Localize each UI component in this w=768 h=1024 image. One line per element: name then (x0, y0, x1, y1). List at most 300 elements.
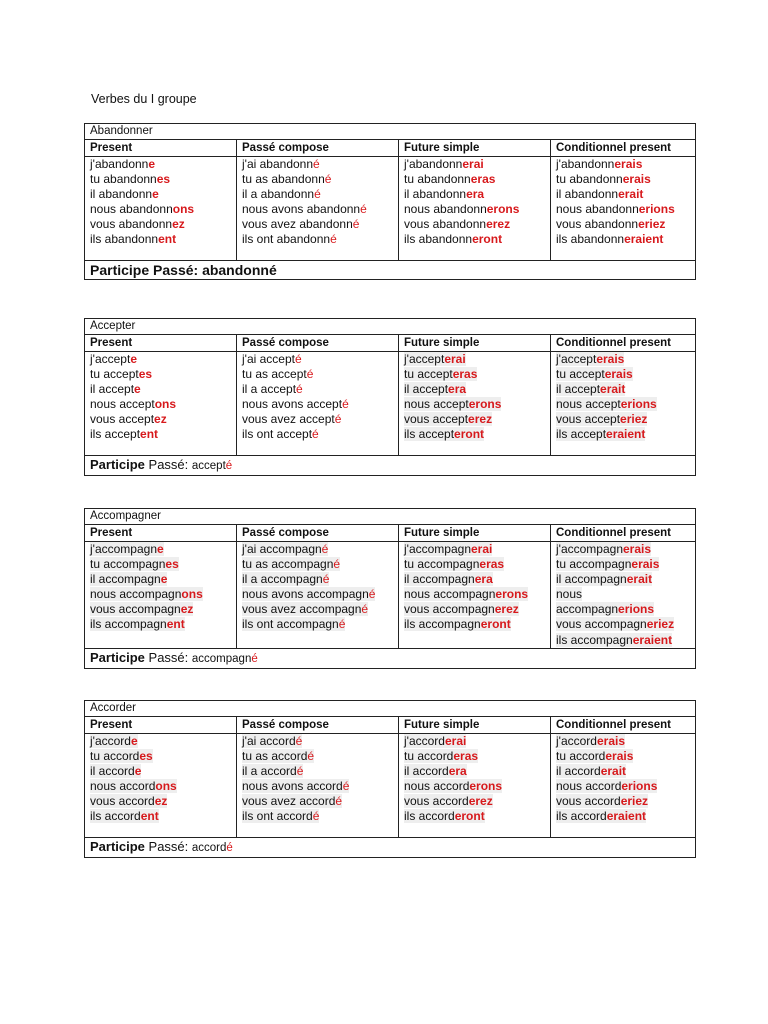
conjugation-line (90, 542, 236, 557)
conjugation-stem: tu as accept (242, 367, 307, 382)
conjugation-line (556, 217, 695, 232)
conjugation-ending: é (312, 427, 319, 442)
conjugation-stem: il abandonn (90, 187, 153, 202)
conjugation-ending: é (322, 572, 330, 587)
conjugation-line (404, 557, 550, 572)
conjugation-line (242, 367, 398, 382)
conjugation-line (404, 172, 550, 187)
conjugation-line (404, 217, 550, 232)
col-header-present: Present (85, 140, 237, 157)
conjugation-line (556, 232, 695, 247)
conjugation-stem: ils accompagn (90, 617, 167, 632)
conjugation-stem: j'accept (404, 352, 445, 366)
conjugation-line (404, 187, 550, 202)
conjugation-stem: vous abandonn (556, 217, 639, 232)
conjugation-line (242, 412, 398, 427)
conjugation-stem: tu accompagn (404, 557, 480, 572)
conjugation-stem: il accept (404, 382, 449, 397)
col-header-passe-compose: Passé compose (237, 717, 399, 734)
col-header-conditionnel-present: Conditionnel present (551, 525, 696, 542)
conjugation-ending: é (330, 232, 337, 247)
verb-table-abandonner (84, 123, 696, 280)
conjugation-stem: il accord (404, 764, 449, 779)
conjugation-stem: nous avons accord (242, 779, 343, 794)
conjugation-ending: e (130, 734, 138, 748)
conjugation-ending: erait (626, 572, 653, 587)
conjugation-ending: eraient (624, 232, 664, 247)
conjugation-ending: era (448, 764, 467, 779)
conjugation-line (242, 202, 398, 217)
conjugation-stem: j'ai abandonn (242, 157, 314, 171)
conjugation-line (404, 779, 550, 794)
conjugation-stem: j'abandonn (90, 157, 149, 171)
verb-table-accepter (84, 318, 696, 476)
conjugation-line (556, 352, 695, 367)
conjugation-line (556, 764, 695, 779)
conjugation-line (556, 412, 695, 427)
conjugation-line (90, 764, 236, 779)
conjugation-ending: es (165, 557, 179, 572)
conjugation-ending: erons (486, 202, 520, 217)
conjugation-ending: erai (444, 352, 466, 366)
conjugation-ending: é (335, 794, 343, 809)
conditionnel-cell (551, 542, 696, 649)
conjugation-ending: es (138, 367, 153, 382)
conjugation-stem: tu accept (404, 367, 453, 382)
conjugation-line (556, 633, 695, 648)
conjugation-line (404, 352, 550, 367)
conjugation-line (404, 734, 550, 749)
conjugation-line (556, 172, 695, 187)
conjugation-ending: é (361, 602, 369, 617)
conjugation-ending: erez (468, 412, 493, 427)
conjugation-line (556, 557, 695, 572)
conjugation-stem: vous accept (90, 412, 155, 427)
present-cell (85, 734, 237, 838)
conjugation-stem: vous avez accord (242, 794, 336, 809)
participe-label-bold: Participe (90, 649, 145, 665)
col-header-present: Present (85, 335, 237, 352)
conjugation-stem: nous abandonn (556, 202, 639, 217)
conjugation-stem: nous avons accompagn (242, 587, 369, 602)
participe-stem: accord (191, 842, 227, 854)
conjugation-line (404, 412, 550, 427)
conjugation-ending: ent (166, 617, 185, 632)
conjugation-stem: il a abandonn (242, 187, 315, 202)
col-header-conditionnel-present: Conditionnel present (551, 717, 696, 734)
conjugation-ending: erons (495, 587, 529, 602)
conjugation-ending: erez (468, 794, 493, 809)
conjugation-ending: erai (462, 157, 484, 171)
conjugation-stem: vous accord (404, 794, 469, 809)
conjugation-stem: il a accompagn (242, 572, 323, 587)
conjugation-ending: erais (605, 749, 634, 764)
conjugation-stem: nous abandonn (404, 202, 487, 217)
conjugation-ending: ons (154, 397, 177, 412)
conjugation-line (556, 187, 695, 202)
passe-compose-cell (237, 542, 399, 649)
conjugation-ending: e (134, 382, 141, 397)
conjugation-stem: ils accompagn (404, 617, 481, 632)
conjugation-line (90, 779, 236, 794)
participe-passe (85, 261, 696, 280)
participe-label-bold: Participe (90, 839, 145, 854)
conjugation-ending: eront (472, 232, 503, 247)
conjugation-stem: vous accept (556, 412, 621, 427)
conjugation-ending: es (156, 172, 171, 187)
conjugation-line (242, 427, 398, 442)
conjugation-line (404, 617, 550, 632)
conjugation-stem: vous accord (556, 794, 621, 809)
future-simple-cell (399, 157, 551, 261)
participe-ending: é (225, 460, 233, 472)
conjugation-ending: é (307, 749, 315, 764)
conjugation-stem: vous accompagn (556, 617, 647, 632)
conjugation-stem: vous avez abandonn (242, 217, 353, 232)
conjugation-ending: erions (618, 602, 655, 617)
conjugation-line (556, 572, 695, 587)
future-simple-cell (399, 734, 551, 838)
conjugation-ending: ent (158, 232, 177, 247)
conjugation-stem: j'accord (556, 734, 597, 748)
conjugation-ending: eraient (632, 632, 673, 647)
conjugation-stem: tu accord (556, 749, 606, 764)
conjugation-line (90, 397, 236, 412)
conjugation-stem: ils accept (90, 427, 141, 442)
conjugation-stem: il abandonn (404, 187, 467, 202)
conjugation-line (242, 187, 398, 202)
conjugation-line (90, 602, 236, 617)
conjugation-ending: erait (618, 187, 644, 202)
conjugation-ending: es (139, 749, 153, 764)
conjugation-line (90, 572, 236, 587)
conjugation-stem: tu accompagn (90, 557, 166, 572)
conjugation-line (404, 602, 550, 617)
conjugation-ending: erai (444, 734, 467, 748)
conjugation-stem: vous avez accept (242, 412, 335, 427)
conjugation-line (556, 794, 695, 809)
participe-ending: é (226, 842, 233, 854)
present-cell (85, 352, 237, 456)
participe-stem: accept (191, 460, 226, 472)
conjugation-ending: é (338, 617, 346, 632)
conjugation-stem: j'abandonn (556, 157, 615, 171)
participe-label: Passé: (144, 649, 192, 665)
col-header-conditionnel-present: Conditionnel present (551, 335, 696, 352)
conjugation-line (242, 602, 398, 617)
conjugation-line (90, 617, 236, 632)
verb-table-accorder (84, 700, 696, 858)
conjugation-line (242, 232, 398, 247)
conjugation-ending: eraient (606, 427, 646, 442)
conjugation-line (242, 217, 398, 232)
conjugation-stem: tu accept (556, 367, 605, 382)
conditionnel-cell (551, 734, 696, 838)
col-header-passe-compose: Passé compose (237, 525, 399, 542)
passe-compose-cell (237, 352, 399, 456)
conjugation-stem: ils accompagn (556, 632, 633, 647)
conjugation-stem: nous accord (404, 779, 470, 794)
conjugation-stem: il accompagn (404, 572, 475, 587)
conjugation-line (90, 172, 236, 187)
participe-label: Passé: (144, 839, 192, 854)
conjugation-stem: il accept (90, 382, 135, 397)
conjugation-stem: ils accept (556, 427, 607, 442)
conjugation-line (556, 397, 695, 412)
conjugation-line (404, 202, 550, 217)
conjugation-ending: e (134, 764, 142, 779)
conjugation-ending: é (324, 172, 332, 187)
conjugation-line (242, 397, 398, 412)
conjugation-stem: ils ont accompagn (242, 617, 339, 632)
col-header-future-simple: Future simple (399, 525, 551, 542)
conjugation-ending: erais (614, 157, 643, 171)
conjugation-stem: il a accord (242, 764, 297, 779)
conjugation-stem: nous accept (404, 397, 469, 412)
verb-table-accompagner (84, 508, 696, 669)
conjugation-line (90, 749, 236, 764)
conjugation-line (242, 749, 398, 764)
conjugation-ending: erais (622, 172, 651, 187)
conjugation-stem: ils abandonn (404, 232, 473, 247)
conjugation-line (242, 779, 398, 794)
conjugation-stem: vous abandonn (90, 217, 173, 232)
conjugation-line (90, 367, 236, 382)
conjugation-stem: tu abandonn (556, 172, 623, 187)
conjugation-line (242, 734, 398, 749)
conjugation-ending: era (466, 187, 485, 202)
conjugation-line (90, 232, 236, 247)
future-simple-cell (399, 542, 551, 649)
conjugation-line (90, 587, 236, 602)
conjugation-stem: j'accompagn (404, 542, 471, 556)
conjugation-stem: j'ai accompagn (242, 542, 322, 556)
col-header-future-simple: Future simple (399, 140, 551, 157)
conjugation-line (242, 572, 398, 587)
conjugation-stem: j'accord (90, 734, 131, 748)
conjugation-stem: j'accord (404, 734, 445, 748)
conjugation-stem: il accord (90, 764, 135, 779)
conjugation-line (242, 382, 398, 397)
conjugation-stem: tu as abandonn (242, 172, 325, 187)
conjugation-stem: j'ai accept (242, 352, 295, 366)
conjugation-ending: é (321, 542, 329, 556)
conjugation-line (242, 172, 398, 187)
conjugation-ending: e (152, 187, 159, 202)
conjugation-stem: il accord (556, 764, 601, 779)
conjugation-ending: erons (468, 397, 502, 412)
conjugation-line (556, 602, 695, 617)
conjugation-stem: nous accord (90, 779, 156, 794)
conjugation-stem: vous accept (404, 412, 469, 427)
conjugation-line (556, 809, 695, 824)
conjugation-line (556, 779, 695, 794)
conjugation-ending: eras (452, 367, 478, 382)
conjugation-line (556, 542, 695, 557)
conjugation-line (404, 572, 550, 587)
conjugation-stem: j'accompagn (90, 542, 157, 556)
conjugation-ending: erait (600, 764, 627, 779)
conjugation-ending: ons (172, 202, 195, 217)
conjugation-line (242, 794, 398, 809)
conjugation-stem: j'accept (90, 352, 131, 366)
conjugation-line (556, 734, 695, 749)
conjugation-ending: eras (479, 557, 505, 572)
conjugation-ending: eriez (638, 217, 666, 232)
conjugation-ending: ent (140, 809, 159, 824)
conjugation-ending: é (342, 397, 349, 412)
conjugation-stem: tu accept (90, 367, 139, 382)
conjugation-line (556, 202, 695, 217)
conjugation-stem: ils accord (556, 809, 607, 824)
conjugation-stem: nous accompagn (90, 587, 182, 602)
conjugation-ending: eront (454, 809, 485, 824)
conjugation-stem: nous accept (90, 397, 155, 412)
present-cell (85, 542, 237, 649)
conjugation-ending: eraient (606, 809, 647, 824)
conjugation-ending: é (312, 809, 320, 824)
conditionnel-cell (551, 352, 696, 456)
conjugation-stem: il a accept (242, 382, 297, 397)
conjugation-line (404, 157, 550, 172)
conjugation-line (404, 397, 550, 412)
conjugation-ending: é (296, 382, 303, 397)
conjugation-line (556, 382, 695, 397)
conjugation-ending: e (130, 352, 137, 366)
col-header-passe-compose: Passé compose (237, 335, 399, 352)
participe-value: abandonné (202, 262, 277, 278)
page-title: Verbes du I groupe (91, 92, 197, 106)
conjugation-ending: eront (454, 427, 485, 442)
conjugation-ending: era (474, 572, 493, 587)
conjugation-ending: erais (596, 734, 626, 748)
conjugation-line (90, 427, 236, 442)
conjugation-stem: il accompagn (556, 572, 627, 587)
conjugation-line (242, 542, 398, 557)
conjugation-line (404, 542, 550, 557)
conjugation-stem: ils ont accord (242, 809, 313, 824)
conjugation-line (404, 794, 550, 809)
conjugation-line (404, 382, 550, 397)
conjugation-line (90, 352, 236, 367)
conjugation-ending: ez (154, 412, 167, 427)
conjugation-line (556, 427, 695, 442)
conjugation-line (90, 794, 236, 809)
conjugation-line (90, 382, 236, 397)
conjugation-stem: il abandonn (556, 187, 619, 202)
col-header-present: Present (85, 717, 237, 734)
verb-name: Abandonner (85, 124, 696, 140)
conjugation-stem: ils accord (404, 809, 455, 824)
conjugation-ending: é (314, 187, 321, 202)
participe-passe (85, 838, 696, 858)
conjugation-ending: ez (154, 794, 168, 809)
conjugation-line (242, 157, 398, 172)
conjugation-ending: erions (621, 779, 658, 794)
conjugation-ending: eriez (620, 412, 648, 427)
conjugation-line (556, 587, 695, 602)
conjugation-ending: erez (486, 217, 511, 232)
verb-name: Accorder (85, 701, 696, 717)
conjugation-stem: tu abandonn (90, 172, 157, 187)
col-header-present: Present (85, 525, 237, 542)
conjugation-stem: tu as accord (242, 749, 308, 764)
conjugation-stem: tu accord (90, 749, 140, 764)
conjugation-ending: eront (480, 617, 511, 632)
conjugation-line (404, 232, 550, 247)
passe-compose-cell (237, 734, 399, 838)
conjugation-line (242, 557, 398, 572)
conjugation-ending: é (296, 764, 304, 779)
conjugation-stem: ils abandonn (90, 232, 159, 247)
col-header-conditionnel-present: Conditionnel present (551, 140, 696, 157)
conjugation-line (90, 202, 236, 217)
conjugation-line (90, 187, 236, 202)
conjugation-ending: e (160, 572, 168, 587)
conjugation-line (90, 412, 236, 427)
conjugation-stem: il accept (556, 382, 601, 397)
conjugation-line (90, 557, 236, 572)
conjugation-stem: tu accord (404, 749, 454, 764)
conjugation-ending: é (313, 157, 320, 171)
conjugation-ending: e (148, 157, 156, 171)
conjugation-line (404, 367, 550, 382)
conjugation-ending: é (360, 202, 367, 217)
conjugation-ending: era (448, 382, 467, 397)
conjugation-stem: j'abandonn (404, 157, 463, 171)
conjugation-stem: ils abandonn (556, 232, 625, 247)
conjugation-ending: eras (453, 749, 479, 764)
conjugation-ending: eriez (646, 617, 675, 632)
conjugation-line (556, 367, 695, 382)
conjugation-stem: vous avez accompagn (242, 602, 362, 617)
conjugation-line (242, 587, 398, 602)
participe-label: Participe Passé: (90, 262, 203, 278)
participe-ending: é (251, 652, 258, 665)
conjugation-stem: ils accept (404, 427, 455, 442)
verb-name: Accepter (85, 319, 696, 335)
conjugation-line (90, 809, 236, 824)
conjugation-line (404, 587, 550, 602)
conjugation-stem: vous accompagn (404, 602, 495, 617)
conjugation-ending: é (295, 352, 302, 366)
conjugation-ending: é (334, 412, 342, 427)
conjugation-ending: é (295, 734, 303, 748)
conjugation-stem: nous avons accept (242, 397, 343, 412)
participe-stem: accompagn (191, 652, 252, 665)
col-header-future-simple: Future simple (399, 335, 551, 352)
col-header-future-simple: Future simple (399, 717, 551, 734)
conjugation-line (556, 157, 695, 172)
conjugation-stem: nous accept (556, 397, 621, 412)
conjugation-ending: erais (604, 367, 633, 382)
present-cell (85, 157, 237, 261)
conjugation-ending: erions (638, 202, 675, 217)
conjugation-line (242, 352, 398, 367)
conjugation-stem: tu as accompagn (242, 557, 334, 572)
conjugation-stem: j'ai accord (242, 734, 296, 748)
conjugation-ending: eras (470, 172, 496, 187)
conjugation-ending: é (352, 217, 360, 232)
conjugation-line (556, 749, 695, 764)
conjugation-ending: erai (471, 542, 493, 556)
conditionnel-cell (551, 157, 696, 261)
conjugation-line (242, 617, 398, 632)
conjugation-stem: ils ont abandonn (242, 232, 331, 247)
passe-compose-cell (237, 157, 399, 261)
conjugation-line (90, 734, 236, 749)
conjugation-stem: nous avons abandonn (242, 202, 361, 217)
